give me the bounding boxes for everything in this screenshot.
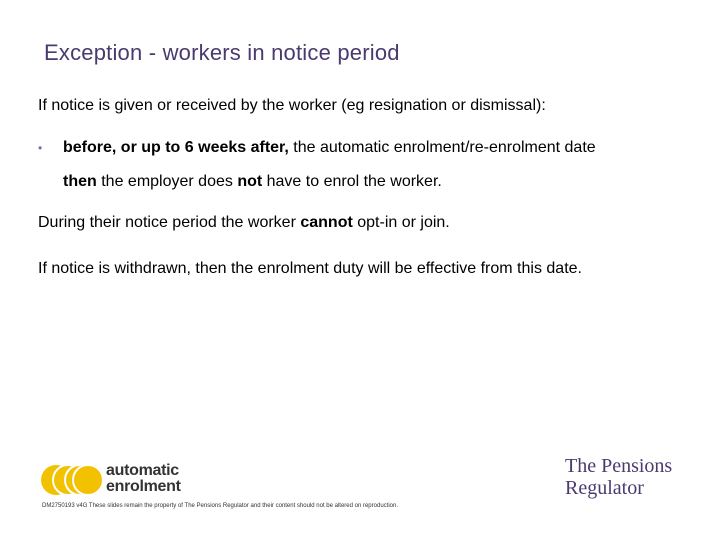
notice-period-paragraph xyxy=(38,213,450,233)
pensions-regulator-logo xyxy=(565,455,672,499)
footer-disclaimer: DM2750193 v4G These slides remain the property of The Pensions Regulator and their content should not be altered on reproduction. xyxy=(42,503,398,509)
bullet-not-text: not xyxy=(237,173,263,190)
withdrawn-paragraph: If notice is withdrawn, then the enrolment duty will be effective from this date. xyxy=(38,260,582,277)
ae-logo-text xyxy=(106,463,181,495)
bullet-line-2 xyxy=(63,172,442,192)
para3-bold: cannot xyxy=(300,214,353,231)
para3-pre: During their notice period the worker xyxy=(38,214,301,231)
tpr-logo-line1: The Pensions xyxy=(565,455,673,477)
automatic-enrolment-logo xyxy=(40,460,190,502)
bullet-end-text: have to enrol the worker. xyxy=(262,173,442,190)
para3-post: opt-in or join. xyxy=(352,214,450,231)
ae-logo-line1: automatic xyxy=(106,462,179,479)
slide-title: Exception - workers in notice period xyxy=(44,40,400,65)
ae-logo-line2: enrolment xyxy=(106,478,181,495)
intro-paragraph: If notice is given or received by the worker (eg resignation or dismissal): xyxy=(38,97,546,114)
bullet-bold-text: before, or up to 6 weeks after, xyxy=(63,139,289,156)
bullet-marker: • xyxy=(38,141,43,155)
bullet-then-text: then xyxy=(63,173,97,190)
tpr-logo-line2: Regulator xyxy=(565,477,644,499)
bullet-mid-text: the employer does xyxy=(96,173,238,190)
bullet-line-1 xyxy=(63,138,596,158)
ae-circles-icon xyxy=(40,460,104,502)
bullet-rest-text: the automatic enrolment/re-enrolment date xyxy=(288,139,596,156)
